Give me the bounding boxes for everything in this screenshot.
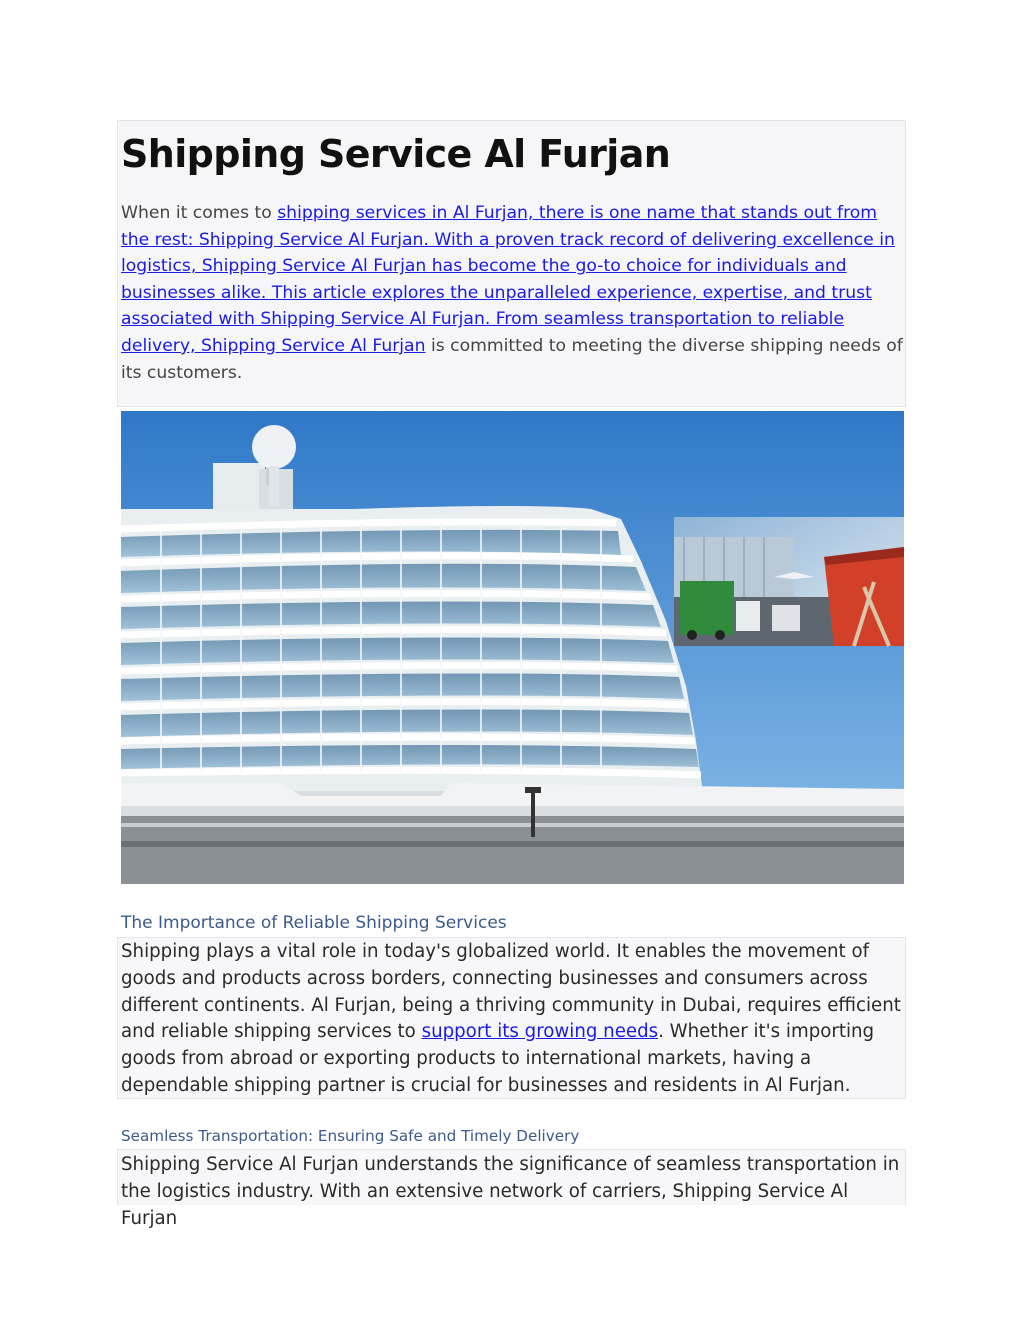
intro-text-after: is committed to meeting the diverse shipping needs of its customers. [121, 335, 903, 383]
section1-paragraph [121, 939, 903, 1100]
section-heading-seamless-transportation: Seamless Transportation: Ensuring Safe and Timely Delivery [121, 1127, 580, 1145]
intro-paragraph [121, 200, 906, 386]
section2-paragraph: Shipping Service Al Furjan understands the significance of seamless transportation in the logistics industry. With an extensive network of carriers, Shipping Service Al Furjan [121, 1154, 900, 1229]
section1-text-after: . Whether it's importing goods from abroad or exporting products to international markets, having a dependable shipping partner is crucial for businesses and residents in Al Furjan. [121, 1021, 875, 1096]
hero-image [121, 411, 904, 884]
section-heading-reliable-shipping: The Importance of Reliable Shipping Services [121, 913, 507, 933]
page-title: Shipping Service Al Furjan [121, 132, 671, 176]
section1-text-before: Shipping plays a vital role in today's globalized world. It enables the movement of goods and products across borders, connecting businesses and consumers across different continents. Al Furjan, being a thriving community in Dubai, requires efficient and reliable shipping services to [121, 941, 901, 1043]
support-needs-link[interactable]: support its growing needs [421, 1021, 659, 1043]
cruise-ship-illustration [121, 411, 904, 884]
inset-logistics-photo [674, 517, 904, 646]
intro-link[interactable]: shipping services in Al Furjan, there is one name that stands out from the rest: Shipping Service Al Furjan. With a proven track record of delivering excellence in logistics, Shipping Service Al Furjan has become the go-to choice for individuals and businesses alike. This article explores the unparalleled experience, expertise, and trust associated with Shipping Service Al Furjan. From seamless transportation to reliable delivery, Shipping Service Al Furjan [121, 203, 895, 356]
intro-text-before: When it comes to [121, 203, 278, 223]
